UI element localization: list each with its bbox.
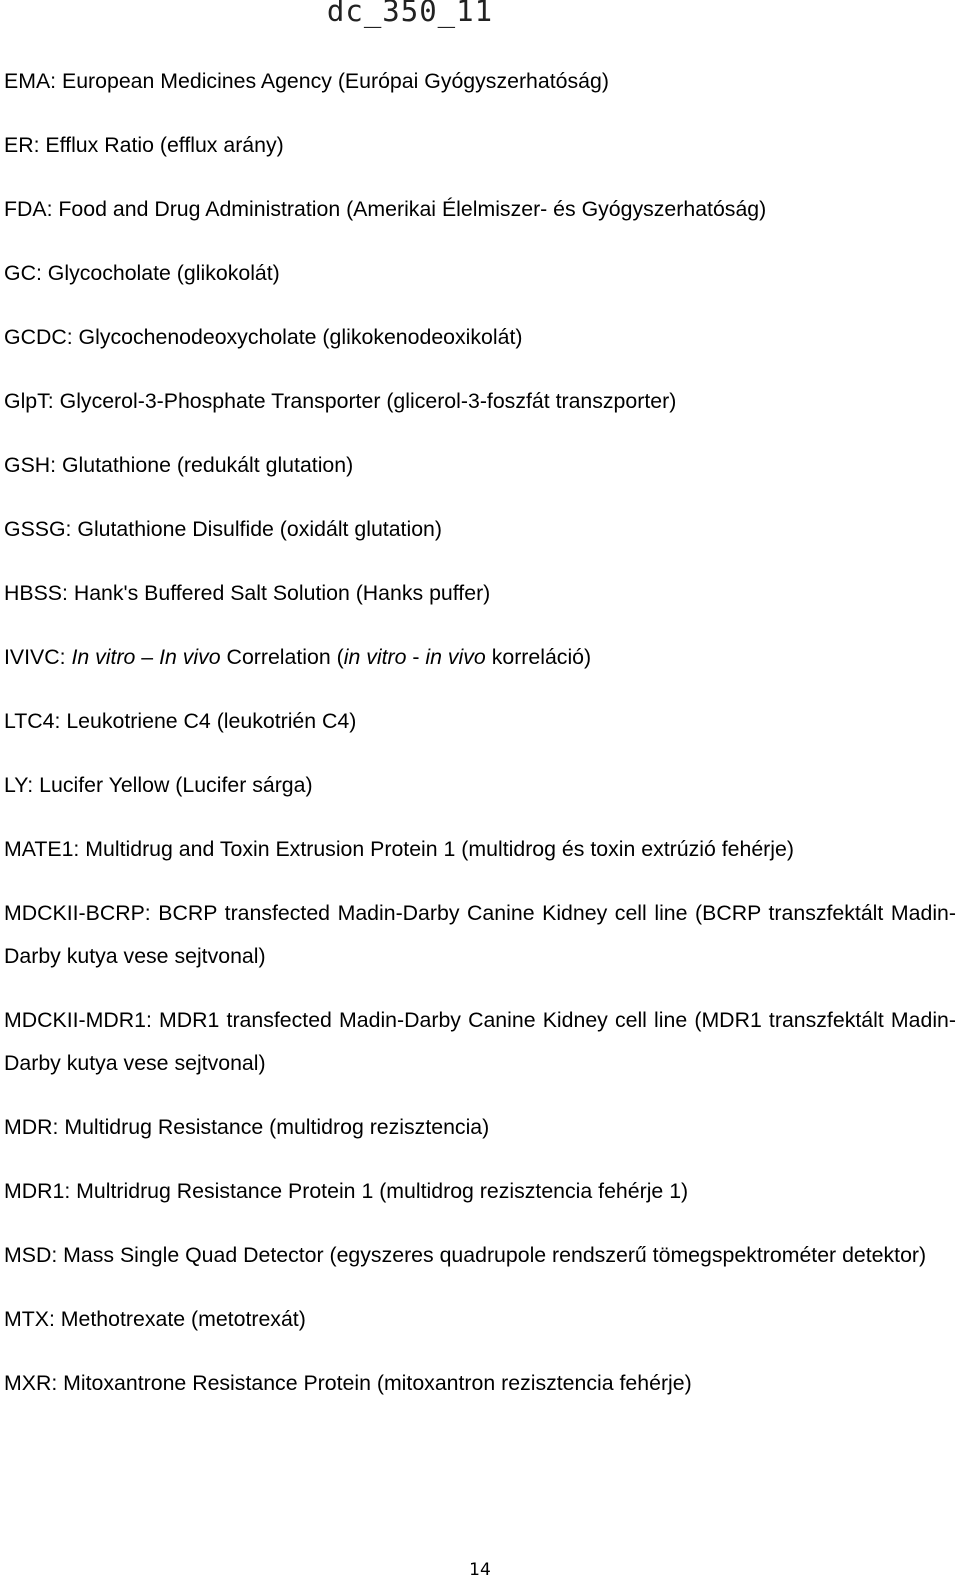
abbreviation-entry-gcdc: GCDC: Glycochenodeoxycholate (glikokenodeoxikolát) — [4, 325, 523, 349]
abbreviation-entry-ivivc — [4, 636, 956, 679]
abbreviation-entry-mdckii-bcrp: MDCKII-BCRP: BCRP transfected Madin-Darby Canine Kidney cell line (BCRP transzfektált Madin-Darby kutya vese sejtvonal) — [4, 901, 956, 968]
abbreviation-entry-er: ER: Efflux Ratio (efflux arány) — [4, 133, 284, 157]
abbreviation-entry-gsh: GSH: Glutathione (redukált glutation) — [4, 453, 354, 477]
abbreviation-entry-glpt: GlpT: Glycerol-3-Phosphate Transporter (glicerol-3-foszfát transzporter) — [4, 389, 677, 413]
ivivc-in-vivo-hu-italic: in vivo — [425, 645, 486, 669]
ivivc-in-vivo-italic: In vivo — [159, 645, 221, 669]
ivivc-hyphen: - — [406, 645, 426, 669]
abbreviation-entry-ema: EMA: European Medicines Agency (Európai Gyógyszerhatóság) — [4, 69, 609, 93]
abbreviation-entry-mdckii-mdr1: MDCKII-MDR1: MDR1 transfected Madin-Darby Canine Kidney cell line (MDR1 transzfektált Madin-Darby kutya vese sejtvonal) — [4, 1008, 956, 1075]
abbreviation-entry-gc: GC: Glycocholate (glikokolát) — [4, 261, 280, 285]
ivivc-korrelacio: korreláció) — [485, 645, 592, 669]
abbreviation-list — [4, 60, 956, 1426]
abbreviation-entry-ltc4: LTC4: Leukotriene C4 (leukotrién C4) — [4, 709, 357, 733]
abbreviation-entry-mdr1: MDR1: Multridrug Resistance Protein 1 (multidrog rezisztencia fehérje 1) — [4, 1179, 689, 1203]
document-id: dc_350_11 — [326, 0, 494, 28]
abbreviation-entry-msd: MSD: Mass Single Quad Detector (egyszeres quadrupole rendszerű tömegspektrométer detektor) — [4, 1243, 927, 1267]
abbreviation-entry-ly: LY: Lucifer Yellow (Lucifer sárga) — [4, 773, 313, 797]
page-number: 14 — [469, 1560, 491, 1580]
abbreviation-entry-hbss: HBSS: Hank's Buffered Salt Solution (Hanks puffer) — [4, 581, 491, 605]
ivivc-in-vitro-italic: In vitro — [71, 645, 136, 669]
abbreviation-entry-gssg: GSSG: Glutathione Disulfide (oxidált glutation) — [4, 517, 442, 541]
ivivc-in-vitro-hu-italic: in vitro — [343, 645, 407, 669]
ivivc-correlation: Correlation ( — [220, 645, 344, 669]
abbreviation-entry-fda: FDA: Food and Drug Administration (Amerikai Élelmiszer- és Gyógyszerhatóság) — [4, 197, 767, 221]
abbreviation-entry-mdr: MDR: Multidrug Resistance (multidrog rezisztencia) — [4, 1115, 490, 1139]
abbreviation-entry-mate1: MATE1: Multidrug and Toxin Extrusion Protein 1 (multidrog és toxin extrúzió fehérje) — [4, 837, 794, 861]
ivivc-abbr: IVIVC: — [4, 645, 72, 669]
abbreviation-entry-mxr: MXR: Mitoxantrone Resistance Protein (mitoxantron rezisztencia fehérje) — [4, 1371, 692, 1395]
abbreviation-entry-mtx: MTX: Methotrexate (metotrexát) — [4, 1307, 306, 1331]
ivivc-dash: – — [135, 645, 160, 669]
